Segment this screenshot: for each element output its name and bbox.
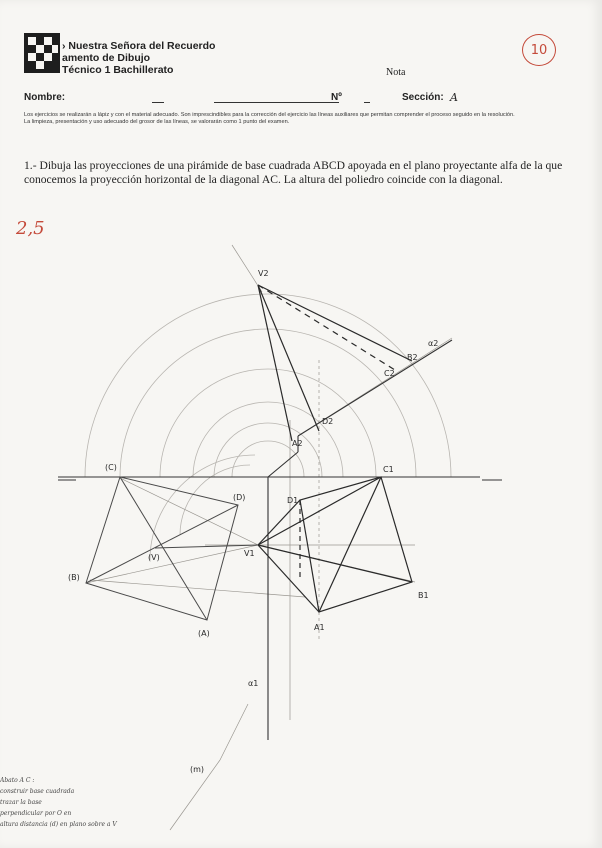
question-score-mark: 2,5 (16, 218, 45, 239)
school-name: › Nuestra Señora del Recuerdo (62, 40, 216, 52)
instruction-line-1: Los ejercicios se realizarán a lápiz y con el material adecuado. Son imprescindibles para la corrección del ejercicio las líneas auxiliares que permitan comprender el proceso seguido en la resolución. (24, 112, 515, 118)
label-c2: C2 (384, 369, 395, 378)
nombre-label: Nombre: (24, 92, 66, 103)
course-name: Técnico 1 Bachillerato (62, 64, 174, 76)
label-b1: B1 (418, 591, 429, 600)
label-a-rab: (A) (198, 629, 210, 638)
aux-line-2 (220, 704, 248, 760)
label-v1: V1 (244, 549, 255, 558)
alpha-link (268, 452, 298, 477)
pyramid-horizontal-projection (258, 477, 412, 612)
grade-mark: 10 (530, 42, 548, 58)
drawing-labels (68, 269, 438, 774)
v2-b2-edge (258, 285, 292, 441)
label-alpha1: α1 (248, 679, 259, 688)
label-b2: B2 (407, 353, 418, 362)
v2-a2-edge (258, 285, 319, 431)
seccion-label: Sección: (402, 92, 444, 103)
arc-4 (193, 402, 343, 477)
instruction-line-2: La limpieza, presentación y uso adecuado del grosor de las líneas, se valorarán como 1 punto del examen. (24, 119, 290, 126)
label-d2: D2 (322, 417, 334, 426)
label-alpha2: α2 (428, 339, 439, 348)
label-b-rab: (B) (68, 573, 80, 582)
rabatted-diag-1 (120, 477, 207, 620)
diagonal-ac (319, 477, 381, 612)
v2-d2-hidden-edge (258, 285, 395, 370)
pyramid-vertical-projection (258, 285, 412, 441)
label-c1: C1 (383, 465, 394, 474)
alpha-plane (268, 340, 452, 740)
arc-2 (120, 329, 416, 477)
handwritten-notes (0, 775, 117, 830)
note-line: trazar la base (0, 799, 42, 806)
label-a2: A2 (292, 439, 303, 448)
label-m-rab: (m) (190, 765, 205, 774)
label-c-rab: (C) (105, 463, 117, 472)
note-line: altura distancia (d) en plano sobre a V (0, 821, 117, 828)
label-a1: A1 (314, 623, 325, 632)
label-d-rab: (D) (233, 493, 246, 502)
diag-aux-2 (86, 545, 258, 583)
rabatted-diag-2 (86, 505, 238, 583)
note-line: construir base cuadrada (0, 788, 75, 795)
label-d1: D1 (287, 496, 299, 505)
v1-c1-edge (258, 477, 381, 545)
note-line: perpendicular por O en (0, 810, 72, 817)
v1-d1-edge (258, 500, 300, 545)
numero-label: Nº (331, 92, 342, 103)
label-v2: V2 (258, 269, 269, 278)
nota-label: Nota (386, 67, 406, 78)
question-text: 1.- Dibuja las proyecciones de una pirámide de base cuadrada ABCD apoyada en el plano proyectante alfa de la que conocemos la proyección horizontal de la diagonal AC. La altura del poliedro coincide con la diagonal. (24, 159, 563, 186)
arc-7 (150, 455, 255, 560)
label-v-rab: (V) (148, 553, 160, 562)
department-name: amento de Dibujo (62, 52, 151, 64)
arc-1 (85, 294, 451, 477)
note-line: Abato A C : (0, 777, 35, 784)
rabatted-aux (155, 545, 258, 548)
base-square-h (300, 477, 412, 612)
seccion-value: A (450, 91, 458, 104)
v2-c2-edge (258, 285, 412, 361)
